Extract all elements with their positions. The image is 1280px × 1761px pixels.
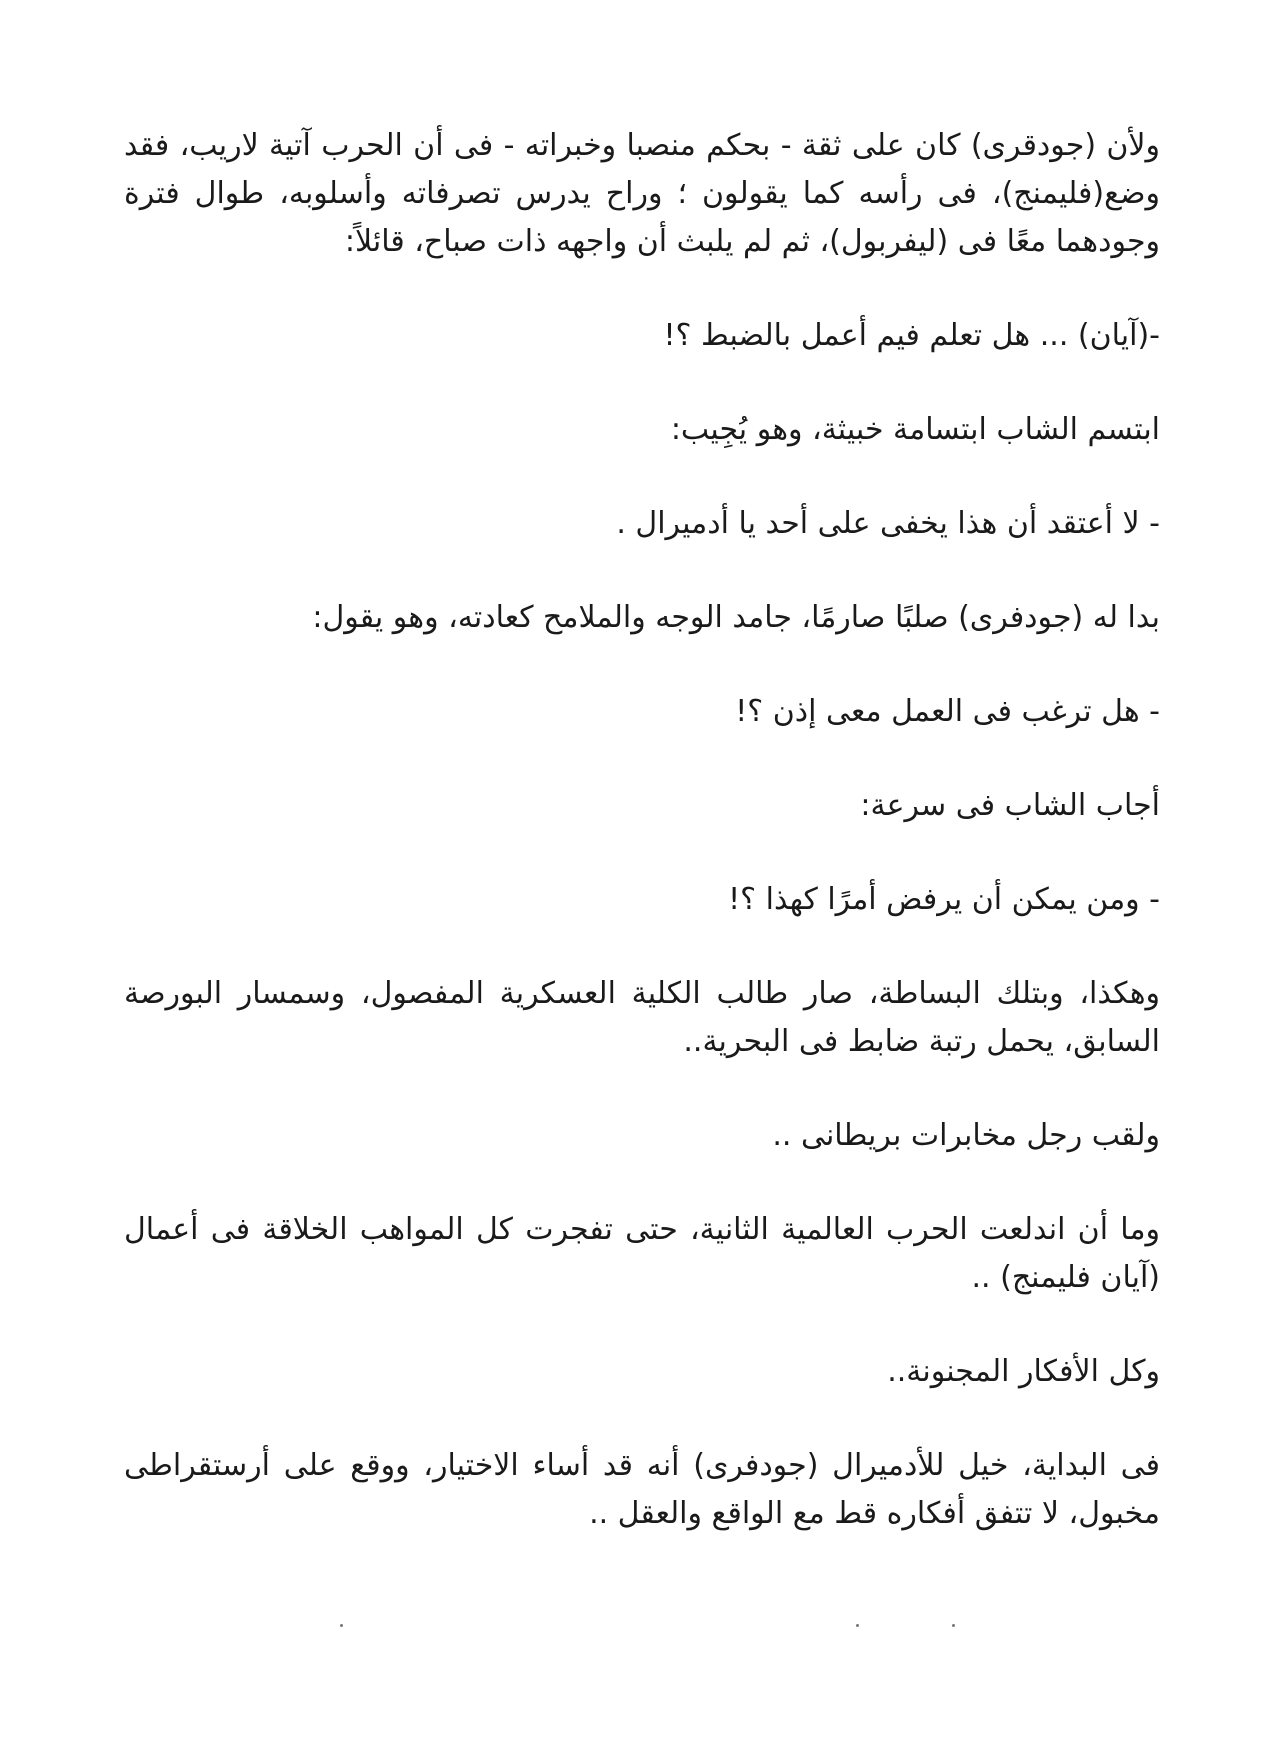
dialogue-ian-question: -(آيان) ... هل تعلم فيم أعمل بالضبط ؟! bbox=[663, 318, 1160, 353]
paragraph-war-outbreak: وما أن اندلعت الحرب العالمية الثانية، حتى تفجرت كل المواهب الخلاقة فى أعمال (آيان فليمنج) .. bbox=[124, 1212, 1160, 1295]
paragraph-young-man-smile: ابتسم الشاب ابتسامة خبيثة، وهو يُجِيب: bbox=[670, 412, 1160, 447]
page-text-body bbox=[124, 122, 1160, 1584]
paragraph-godfrey-intro: ولأن (جودقرى) كان على ثقة - بحكم منصبا وخبراته - فى أن الحرب آتية لاريب، فقد وضع(فليمنج)، فى رأسه كما يقولون ؛ وراح يدرس تصرفاته وأسلوبه، طوال فترة وجودهما معًا فى (ليفربول)، ثم لم يلبث أن واجهه ذات صباح، قائلاً: bbox=[124, 128, 1160, 259]
footer-dot bbox=[856, 1624, 859, 1627]
dialogue-admiral-reply: - لا أعتقد أن هذا يخفى على أحد يا أدميرال . bbox=[616, 506, 1160, 541]
paragraph-intelligence-title: ولقب رجل مخابرات بريطانى .. bbox=[772, 1118, 1160, 1153]
paragraph-godfrey-stern: بدا له (جودفرى) صلبًا صارمًا، جامد الوجه والملامح كعادته، وهو يقول: bbox=[312, 600, 1160, 635]
dialogue-acceptance: - ومن يمكن أن يرفض أمرًا كهذا ؟! bbox=[728, 882, 1160, 917]
paragraph-admiral-doubt: فى البداية، خيل للأدميرال (جودفرى) أنه قد أساء الاختيار، ووقع على أرستقراطى مخبول، لا تتفق أفكاره قط مع الواقع والعقل .. bbox=[124, 1448, 1160, 1531]
footer-dot bbox=[952, 1624, 955, 1627]
footer-dot bbox=[340, 1624, 343, 1627]
paragraph-quick-answer: أجاب الشاب فى سرعة: bbox=[860, 788, 1160, 823]
paragraph-crazy-ideas: وكل الأفكار المجنونة.. bbox=[887, 1354, 1160, 1389]
dialogue-work-offer: - هل ترغب فى العمل معى إذن ؟! bbox=[735, 694, 1160, 729]
page-footer-marks bbox=[0, 1624, 1280, 1634]
paragraph-navy-officer: وهكذا، وبتلك البساطة، صار طالب الكلية العسكرية المفصول، وسمسار البورصة السابق، يحمل رتبة ضابط فى البحرية.. bbox=[124, 976, 1160, 1059]
